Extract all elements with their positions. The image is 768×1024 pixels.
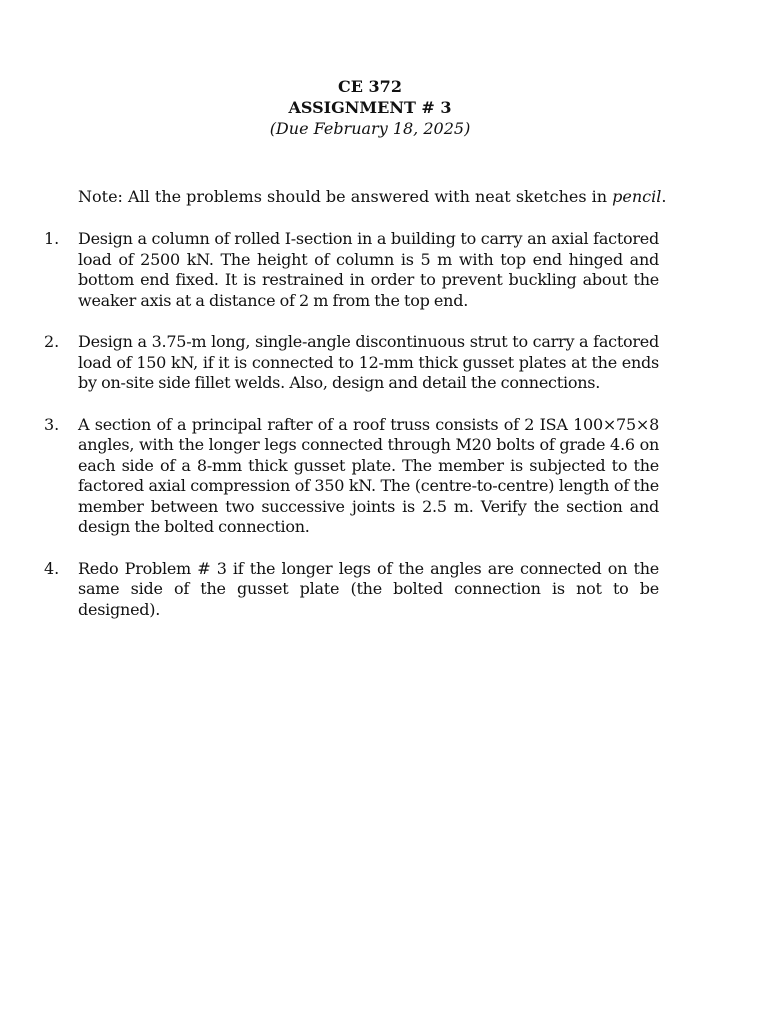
problem-number: 2. — [44, 332, 60, 351]
problem-item — [0, 229, 768, 311]
problem-number: 4. — [44, 558, 60, 578]
instructions-note — [78, 187, 668, 207]
problem-text: A section of a principal rafter of a roof truss consists of 2 ISA 100×75×8 angles, with the longer legs connected through M20 bolts of grade 4.6 on each side of a 8-mm thick gusset plate. The member is subjected to the factored axial compression of 350 kN. The (centre-to-centre) length of the member between two successive joints is 2.5 m. Verify the section and design the bolted connection. — [78, 414, 659, 536]
problem-item — [0, 559, 768, 621]
note-text: Note: All the problems should be answered with neat sketches in — [78, 187, 613, 206]
problem-item — [0, 415, 768, 538]
course-code: CE 372 — [338, 77, 402, 96]
document-header — [0, 76, 740, 139]
problem-list — [0, 229, 768, 641]
problem-text: Design a 3.75-m long, single-angle discontinuous strut to carry a factored load of 150 kN, if it is connected to 12-mm thick gusset plates at the ends by on-site side fillet welds. Also, design and detail the connections. — [78, 332, 659, 392]
note-suffix: . — [661, 187, 667, 206]
assignment-title: ASSIGNMENT # 3 — [288, 98, 452, 117]
note-emphasis: pencil — [612, 187, 662, 206]
problem-number: 3. — [44, 414, 60, 434]
due-date: (Due February 18, 2025) — [269, 119, 471, 138]
problem-text: Design a column of rolled I-section in a building to carry an axial factored load of 2500 kN. The height of column is 5 m with top end hinged and bottom end fixed. It is restrained in order to prevent buckling about the weaker axis at a distance of 2 m from the top end. — [78, 229, 659, 310]
problem-number: 1. — [44, 229, 60, 248]
problem-text: Redo Problem # 3 if the longer legs of the angles are connected on the same side of the gusset plate (the bolted connection is not to be designed). — [78, 558, 659, 619]
problem-item — [0, 332, 768, 394]
